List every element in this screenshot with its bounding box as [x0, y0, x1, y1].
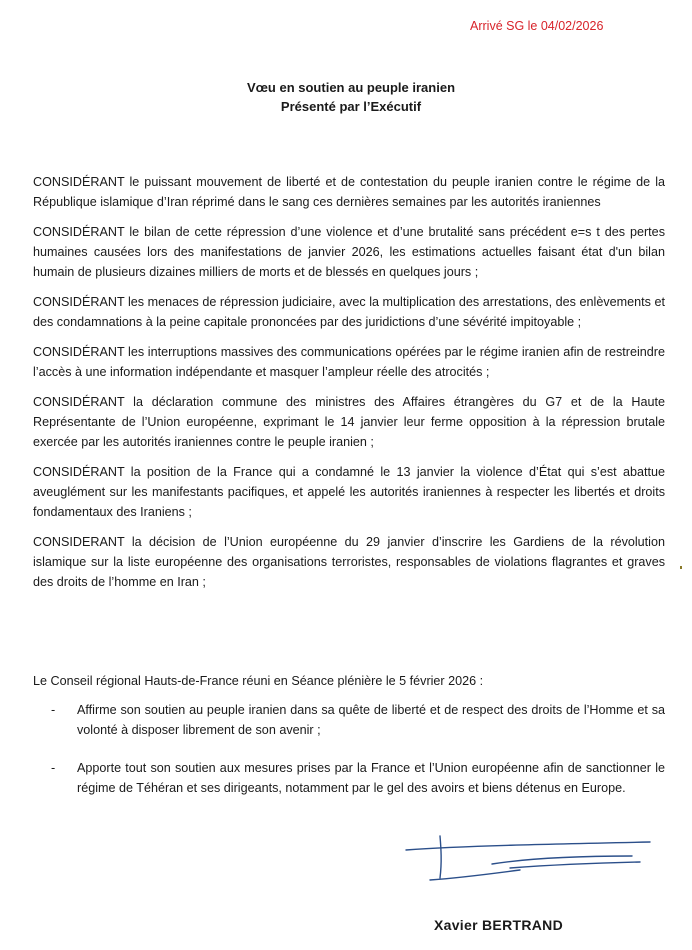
considerant-text: le puissant mouvement de liberté et de contestation du peuple iranien contre le régime de la République islamique d’Iran réprimé dans le sang ces dernières semaines par les autorités iraniennes: [33, 175, 665, 209]
considerant-lead: CONSIDÉRANT: [33, 345, 125, 359]
document-title: [0, 78, 692, 116]
scan-speck: [680, 566, 682, 569]
resolution-text: Affirme son soutien au peuple iranien dans sa quête de liberté et de respect des droits de l’Homme et sa volonté à disposer librement de son avenir ;: [77, 703, 665, 737]
considerant-text: les menaces de répression judiciaire, avec la multiplication des arrestations, des enlèvements et des condamnations à la peine capitale prononcées par des juridictions d’une sévérité impitoyable ;: [33, 295, 665, 329]
considerant-text: le bilan de cette répression d’une violence et d’une brutalité sans précédent e=s t des pertes humaines causées lors des manifestations de janvier 2026, les estimations actuelles faisant état d'un bilan humain de plusieurs dizaines milliers de morts et de blessés en quelques jours ;: [33, 225, 665, 279]
signature-stroke: [430, 870, 520, 880]
resolutions-list: [33, 700, 665, 816]
resolution-intro: Le Conseil régional Hauts-de-France réuni en Séance plénière le 5 février 2026 :: [33, 674, 484, 688]
resolution-text: Apporte tout son soutien aux mesures prises par la France et l’Union européenne afin de sanctionner le régime de Téhéran et ses dirigeants, notamment par le gel des avoirs et biens détenus en Europe.: [77, 761, 665, 795]
considerant-lead: CONSIDÉRANT: [33, 295, 125, 309]
considerant-text: la déclaration commune des ministres des Affaires étrangères du G7 et de la Haute Représentante de l’Union européenne, exprimant le 14 janvier leur ferme opposition à la répression brutale exercée par les autorités iraniennes contre le peuple iranien ;: [33, 395, 665, 449]
considerants-section: [33, 172, 665, 602]
title-line-1: Vœu en soutien au peuple iranien: [246, 80, 456, 95]
title-line-2: Présenté par l’Exécutif: [280, 99, 422, 114]
list-dash: -: [51, 761, 56, 775]
considerant-lead: CONSIDÉRANT: [33, 465, 125, 479]
considerant-paragraph: [33, 532, 665, 592]
considerant-paragraph: [33, 172, 665, 212]
considerant-lead: CONSIDÉRANT: [33, 175, 125, 189]
considerant-lead: CONSIDÉRANT: [33, 225, 125, 239]
considerant-lead: CONSIDERANT: [33, 535, 125, 549]
list-dash: -: [51, 703, 56, 717]
considerant-paragraph: [33, 292, 665, 332]
handwritten-signature: [400, 828, 660, 888]
considerant-lead: CONSIDÉRANT: [33, 395, 125, 409]
signer-name: Xavier BERTRAND: [434, 917, 563, 933]
signature-stroke: [406, 842, 650, 850]
signature-stroke: [440, 836, 441, 878]
signature-stroke: [510, 862, 640, 868]
considerant-paragraph: [33, 392, 665, 452]
resolution-item: [33, 758, 665, 798]
resolution-item: [33, 700, 665, 740]
considerant-text: la décision de l’Union européenne du 29 janvier d’inscrire les Gardiens de la révolution islamique sur la liste européenne des organisations terroristes, responsables de violations flagrantes et graves des droits de l’homme en Iran ;: [33, 535, 665, 589]
arrival-stamp: Arrivé SG le 04/02/2026: [470, 19, 604, 33]
considerant-text: les interruptions massives des communications opérées par le régime iranien afin de restreindre l’accès à une information indépendante et masquer l’ampleur réelle des atrocités ;: [33, 345, 665, 379]
considerant-text: la position de la France qui a condamné le 13 janvier la violence d’État qui s’est abattue aveuglément sur les manifestants pacifiques, et appelé les autorités iraniennes à respecter les libertés et droits fondamentaux des Iraniens ;: [33, 465, 665, 519]
considerant-paragraph: [33, 222, 665, 282]
considerant-paragraph: [33, 342, 665, 382]
considerant-paragraph: [33, 462, 665, 522]
